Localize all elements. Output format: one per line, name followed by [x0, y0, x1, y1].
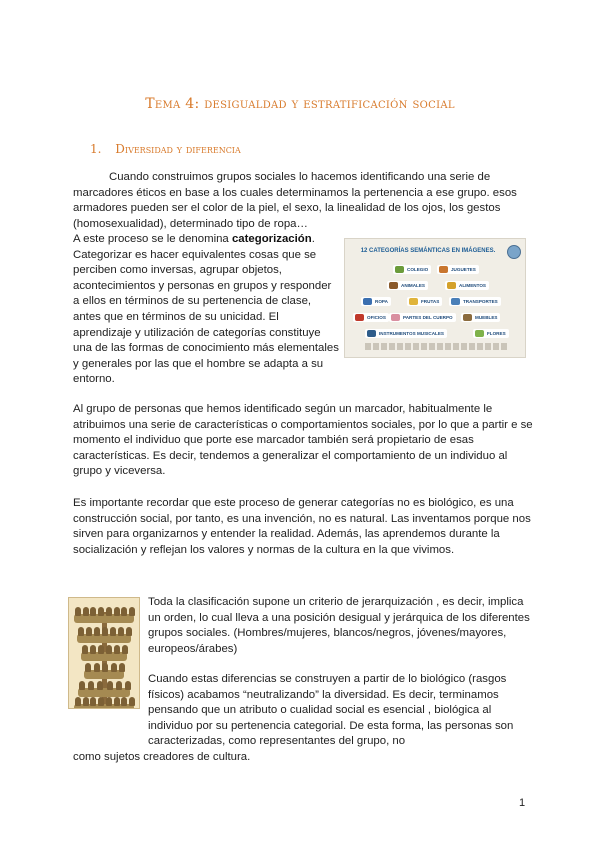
pyramid-figure: [88, 681, 94, 690]
category-chip: INSTRUMENTOS MUSICALES: [365, 329, 447, 338]
pyramid-figure: [119, 663, 125, 672]
pyramid-figure: [75, 697, 81, 706]
category-chip: FRUTAS: [407, 297, 442, 306]
paragraph-2-body: . Categorizar es hacer equivalentes cosas que se perciben como inversas, agrupar objetos, acontecimientos y personas en grupos y responder a ellos en términos de su pertenencia de clase, antes que en términos de su unicidad. El aprendizaje y utilización de categorías constituye una de las formas de conocimiento más elementales y generales por las que el hombre se adapta a su entorno.: [73, 233, 339, 386]
pyramid-figure: [126, 627, 132, 636]
category-chip: ROPA: [361, 297, 391, 306]
pyramid-figure: [82, 645, 88, 654]
pyramid-figure: [78, 627, 84, 636]
paragraph-generalization: Al grupo de personas que hemos identificado según un marcador, habitualmente le atribuimos una serie de características o comportamientos sociales, por lo que a partir e se momento el individuo que porte ese marcador también será propietario de esas características. Es decir, tendemos a generalizar el comportamiento de un individuo al grupo y viceversa.: [73, 403, 533, 478]
pyramid-figure: [106, 697, 112, 706]
document-title: Tema 4: desigualdad y estratificación social: [145, 96, 455, 112]
section-heading: [90, 142, 241, 156]
pyramid-figure: [97, 681, 103, 690]
pyramid-figure: [125, 681, 131, 690]
pyramid-figure: [85, 663, 91, 672]
pyramid-figure: [111, 663, 117, 672]
pyramid-figure: [79, 681, 85, 690]
semantic-categories-image: [344, 238, 526, 358]
social-pyramid-illustration: [68, 597, 140, 709]
page-number: 1: [519, 797, 526, 809]
category-chip: ANIMALES: [387, 281, 428, 290]
pyramid-figure: [122, 645, 128, 654]
pyramid-figure: [129, 607, 135, 616]
pyramid-figure: [110, 627, 116, 636]
paragraph-neutralizing-end: como sujetos creadores de cultura.: [73, 751, 251, 763]
pyramid-tier: [78, 688, 130, 697]
paragraph-neutralizing: Cuando estas diferencias se construyen a partir de lo biológico (rasgos físicos) acabamos “neutralizando” la diversidad. Es decir, terminamos pensando que un atributo o cualidad social es esencial , biológica al individuo por su pertenencia categorial. De esta forma, las personas son caracterizadas, como representantes del grupo, no: [148, 673, 514, 748]
pyramid-figure: [83, 697, 89, 706]
category-chip: TRANSPORTES: [449, 297, 501, 306]
keyword-categorizacion: categorización: [231, 233, 312, 245]
pyramid-figure: [121, 697, 127, 706]
pyramid-figure: [114, 697, 120, 706]
pyramid-figure: [94, 627, 100, 636]
pyramid-figure: [83, 607, 89, 616]
category-chip: COLEGIO: [393, 265, 431, 274]
logo-icon: [507, 245, 521, 259]
category-chip: PARTES DEL CUERPO: [389, 313, 456, 322]
category-chip: MUEBLES: [461, 313, 500, 322]
pyramid-figure: [86, 627, 92, 636]
pyramid-figure: [106, 645, 112, 654]
category-chip: ALIMENTOS: [445, 281, 489, 290]
pyramid-figure: [121, 607, 127, 616]
pyramid-figure: [98, 697, 104, 706]
pyramid-figure: [90, 607, 96, 616]
category-chip: OFICIOS: [353, 313, 389, 322]
paragraph-markers: Cuando construimos grupos sociales lo hacemos identificando una serie de marcadores éticos en base a los cuales determinamos la pertenencia a ese grupo. esos armadores pueden ser el color de la piel, el sexo, la linealidad de los ojos, los gestos (homosexualidad), determinado tipo de ropa…: [73, 171, 517, 230]
pyramid-figure: [94, 663, 100, 672]
pyramid-figure: [118, 627, 124, 636]
paragraph-categorization: [73, 232, 339, 388]
pyramid-figure: [75, 607, 81, 616]
pyramid-figure: [129, 697, 135, 706]
pyramid-figure: [106, 607, 112, 616]
paragraph-2-intro: A este proceso se le denomina: [73, 233, 232, 245]
pyramid-figure: [98, 645, 104, 654]
image-credits: [365, 343, 507, 350]
paragraph-hierarchy: Toda la clasificación supone un criterio de jerarquización , es decir, implica un orden, lo cual lleva a una posición desigual y jerárquica de los diferentes grupos sociales. (Hombres/mujeres, blancos/negros, jóvenes/mayores, europeos/árabes): [148, 596, 530, 655]
pyramid-figure: [114, 645, 120, 654]
section-title: Diversidad y diferencia: [115, 142, 241, 156]
paragraph-social-construction: Es importante recordar que este proceso de generar categorías no es biológico, es una construcción social, por tanto, es una invención, no es natural. Las inventamos porque nos sirven para organizarnos y entender la realidad. Además, las aprendemos durante la socialización y reflejan los valores y normas de la cultura en la que vivimos.: [73, 497, 531, 556]
pyramid-figure: [102, 663, 108, 672]
pyramid-figure: [90, 645, 96, 654]
pyramid-figure: [116, 681, 122, 690]
pyramid-figure: [107, 681, 113, 690]
pyramid-figure: [114, 607, 120, 616]
category-chip: JUGUETES: [437, 265, 479, 274]
categories-image-title: 12 CATEGORÍAS SEMÁNTICAS EN IMÁGENES.: [360, 248, 496, 254]
pyramid-figure: [90, 697, 96, 706]
section-number: 1.: [90, 142, 102, 156]
pyramid-figure: [98, 607, 104, 616]
pyramid-figure: [102, 627, 108, 636]
category-chip: FLORES: [473, 329, 509, 338]
